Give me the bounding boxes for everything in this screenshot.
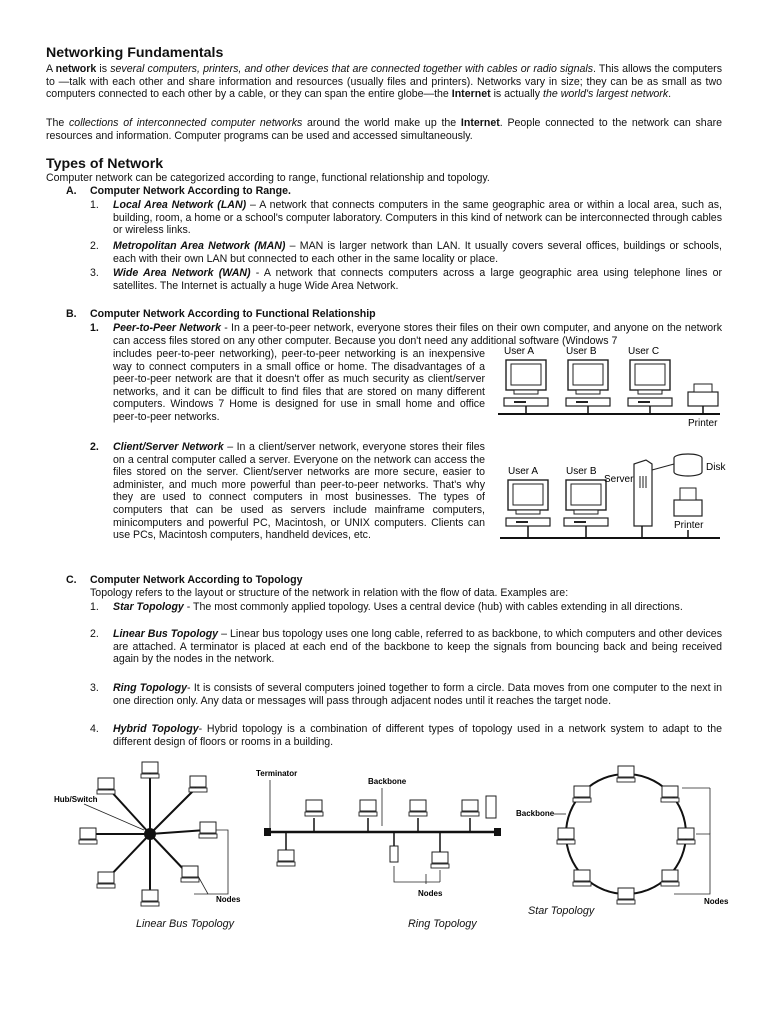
star-term: Star Topology: [113, 601, 184, 613]
bus-term: Linear Bus Topology: [113, 628, 219, 640]
client-server-text: – In a client/server network, everyone stores their files on a central computer called a server. Everyone on the network can access the files stored on the server. Client/server networks are more secure, easier to administer, and much more powerful than peer-to-peer networks. That's why they are used to connect computers in most businesses. The types of computers that can be used as servers include mainframe computers, minicomputers and powerful PC, Macintosh, or UNIX computers. Clients can use PCs, Macintosh computers, handheld devices, etc.: [113, 441, 485, 542]
computer-icon: [573, 786, 591, 802]
bus-text: – Linear bus topology uses one long cable, referred to as backbone, to which computers and other devices are attached. A terminator is placed at each end of the backbone to keep the signals from bouncing back and being received again by the nodes in the network.: [113, 628, 722, 666]
computer-icon: [305, 800, 323, 816]
item-number: 1.: [90, 322, 99, 334]
computer-icon: [564, 480, 608, 526]
computer-icon: [181, 866, 199, 882]
nodes-label: Nodes: [418, 889, 443, 898]
star-text: - The most commonly applied topology. Uses a central device (hub) with cables extending in all directions.: [183, 601, 683, 613]
user-c-label: User C: [628, 346, 660, 357]
printer-label: Printer: [688, 418, 718, 429]
lan-item: [113, 199, 722, 237]
text-run: around the world make up the: [302, 117, 461, 129]
p2p-item-rest: includes peer-to-peer networking), peer-to-peer networking is an inexpensive way to connect computers in a small office or home. The disadvantages of a peer-to-peer network are that it doesn't offer as much security as client/server networks, and it can be difficult to find files that are stored on many different computers. Windows 7 Home is designed for use in small home and office peer-to-peer networks.: [113, 348, 485, 423]
text-run: . People connected to the network can share resources and information. Computer programs can be used and accessed simultaneously.: [46, 117, 723, 142]
types-heading: Types of Network: [46, 156, 164, 172]
page-title: Networking Fundamentals: [46, 45, 224, 61]
client-server-term: Client/Server Network: [113, 441, 224, 453]
computer-icon: [189, 776, 207, 792]
item-number: 3.: [90, 267, 99, 279]
computer-icon: [431, 852, 449, 868]
printer-icon: [674, 488, 702, 516]
man-item: [113, 240, 722, 265]
item-number: 1.: [90, 199, 99, 211]
computer-icon: [661, 870, 679, 886]
computer-icon: [566, 360, 610, 406]
lan-text: – A network that connects computers in the same geographic area or within a local area, such as, building, room, a home or a school's computer laboratory. Computers in this kind of network can be interconnected through cables or wireless links.: [113, 199, 722, 237]
user-a-label: User A: [504, 346, 535, 357]
nodes-label: Nodes: [216, 895, 241, 904]
computer-icon: [506, 480, 550, 526]
star-topology-figure: [48, 758, 241, 908]
section-c-heading: Computer Network According to Topology: [90, 574, 303, 586]
user-a-label: User A: [508, 466, 539, 477]
hub-icon: [144, 828, 156, 840]
p2p-text: - In a peer-to-peer network, everyone stores their files on their own computer, and anyone on the network can access files stored on any other computer. Because you don't need any additional software (Windows 7: [113, 322, 722, 347]
terminator-icon: [494, 828, 501, 836]
bus-figure-caption: Ring Topology: [408, 918, 477, 930]
item-number: 2.: [90, 628, 99, 640]
intro-paragraph-1: [46, 63, 722, 101]
computer-icon: [409, 800, 427, 816]
computer-icon: [504, 360, 548, 406]
disk-label: Disk: [706, 462, 726, 473]
computer-icon: [141, 890, 159, 906]
item-number: 3.: [90, 682, 99, 694]
user-b-label: User B: [566, 466, 597, 477]
disk-icon: [674, 454, 702, 476]
device-icon: [390, 846, 398, 862]
p2p-term: Peer-to-Peer Network: [113, 322, 222, 334]
text-run: is actually: [490, 88, 544, 101]
ring-topology-item: [113, 682, 722, 707]
collections-definition: collections of interconnected computer networks: [69, 117, 303, 129]
text-run: is: [96, 63, 111, 75]
computer-icon: [557, 828, 575, 844]
text-run: . This allows the computers to —talk with each other and share information and resources (usually files and printers). Networks vary in size; they can be as small as two computers connected to each other by a cable, or they can span the entire globe—the: [46, 63, 722, 101]
computer-icon: [141, 762, 159, 778]
backbone-label: Backbone: [368, 777, 407, 786]
computer-icon: [461, 800, 479, 816]
types-intro: Computer network can be categorized according to range, functional relationship and topology.: [46, 172, 490, 184]
user-b-label: User B: [566, 346, 597, 357]
text-run: The: [46, 117, 69, 129]
item-number: 2.: [90, 441, 99, 453]
term-network: network: [55, 63, 97, 75]
wan-item: [113, 267, 722, 292]
term-internet: Internet: [451, 88, 491, 101]
hub-label: Hub/Switch: [54, 795, 98, 804]
computer-icon: [97, 778, 115, 794]
text-run: .: [668, 88, 672, 101]
computer-icon: [617, 888, 635, 904]
server-icon: [486, 796, 496, 818]
printer-label: Printer: [674, 520, 704, 531]
term-internet: Internet: [460, 117, 500, 129]
ring-text: - It is consists of several computers joined together to form a circle. Data moves from one computer to the next in one direction only. Any data or messages will pass through adjacent nodes until it reaches the target node.: [113, 682, 722, 707]
bus-topology-figure: [256, 766, 508, 902]
computer-icon: [79, 828, 97, 844]
section-a-heading: Computer Network According to Range.: [90, 185, 291, 197]
largest-network: the world's largest network: [543, 88, 669, 101]
client-server-item: [113, 441, 485, 542]
item-number: 2.: [90, 240, 99, 252]
client-server-figure: [494, 450, 726, 550]
printer-icon: [688, 384, 718, 406]
man-term: Metropolitan Area Network (MAN): [113, 240, 286, 252]
wan-text: - A network that connects computers across a large geographic area using telephone lines or satellites. The Internet is actually a huge Wide Area Network.: [113, 267, 722, 292]
terminator-icon: [264, 828, 271, 836]
item-number: 1.: [90, 601, 99, 613]
star-topology-item: [113, 601, 722, 614]
network-definition: several computers, printers, and other devices that are connected together with cables or radio signals: [110, 63, 594, 75]
section-b-heading: Computer Network According to Functional Relationship: [90, 308, 376, 320]
computer-icon: [97, 872, 115, 888]
section-b-letter: B.: [66, 308, 77, 320]
intro-paragraph-2: [46, 117, 722, 142]
computer-icon: [617, 766, 635, 782]
terminator-label: Terminator: [256, 769, 298, 778]
ring-topology-figure: [514, 758, 736, 906]
hybrid-text: - Hybrid topology is a combination of different types of topology used in a network system to adapt to the different design of floors or rooms in a building.: [113, 723, 723, 748]
section-a-letter: A.: [66, 185, 77, 197]
computer-icon: [677, 828, 695, 844]
ring-figure-caption: Star Topology: [528, 905, 595, 917]
hybrid-topology-item: [113, 723, 722, 748]
hybrid-term: Hybrid Topology: [113, 723, 199, 735]
bus-topology-item: [113, 628, 722, 666]
computer-icon: [359, 800, 377, 816]
server-label: Server: [604, 474, 634, 485]
nodes-label: Nodes: [704, 897, 729, 906]
item-number: 4.: [90, 723, 99, 735]
section-c-letter: C.: [66, 574, 77, 586]
computer-icon: [661, 786, 679, 802]
backbone-label: Backbone: [516, 809, 555, 818]
computer-icon: [199, 822, 217, 838]
computer-icon: [573, 870, 591, 886]
p2p-network-figure: [494, 342, 726, 428]
wan-term: Wide Area Network (WAN): [113, 267, 251, 279]
text-run: A: [46, 63, 56, 75]
computer-icon: [628, 360, 672, 406]
lan-term: Local Area Network (LAN): [113, 199, 247, 211]
ring-term: Ring Topology: [113, 682, 188, 694]
server-icon: [634, 460, 652, 526]
star-figure-caption: Linear Bus Topology: [136, 918, 235, 930]
computer-icon: [277, 850, 295, 866]
topology-intro: Topology refers to the layout or structure of the network in relation with the flow of data. Examples are:: [90, 587, 569, 599]
man-text: – MAN is larger network than LAN. It usually covers several offices, buildings or schools, each with their own LAN but connected to each other in the same locality or place.: [113, 240, 723, 265]
